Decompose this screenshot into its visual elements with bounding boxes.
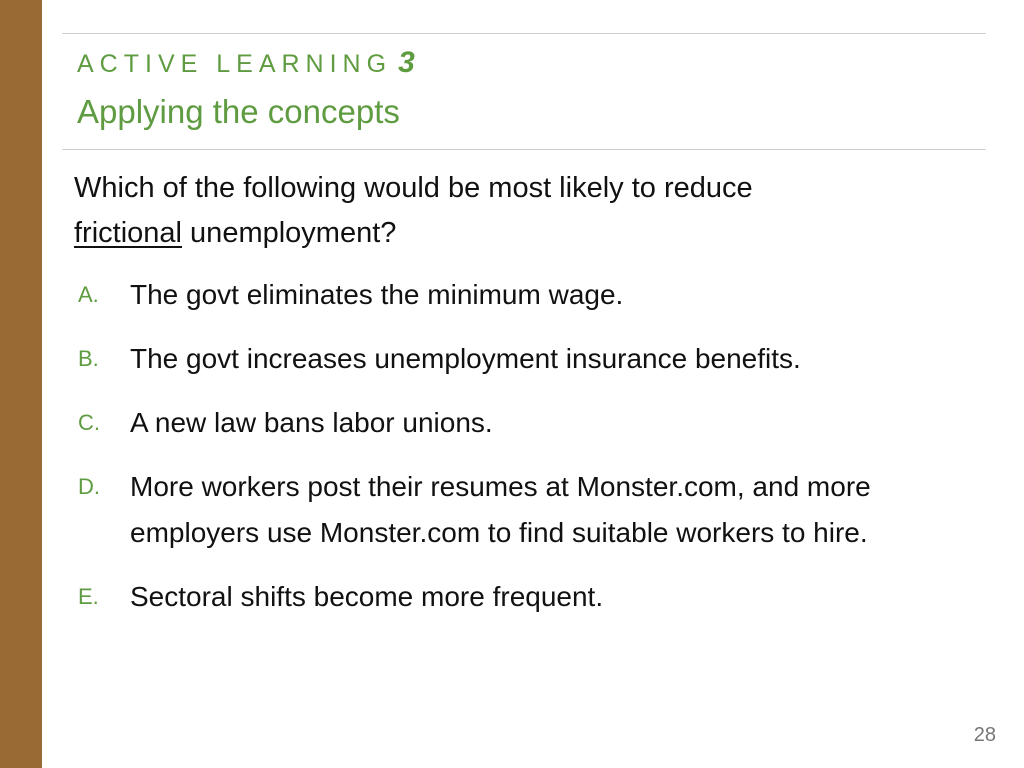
answer-option [78, 400, 978, 446]
answer-options [78, 272, 978, 638]
option-letter: C. [78, 410, 100, 435]
option-text: Sectoral shifts become more frequent. [130, 581, 604, 612]
top-divider [62, 33, 986, 34]
question [74, 166, 974, 256]
question-text-end: unemployment? [182, 217, 397, 249]
option-letter: B. [78, 346, 99, 371]
kicker-number: 3 [398, 46, 415, 79]
question-underlined-term: frictional [74, 217, 182, 249]
option-letter: D. [78, 474, 100, 499]
option-letter: A. [78, 282, 99, 307]
answer-option [78, 574, 978, 620]
answer-option [78, 464, 978, 556]
option-text: A new law bans labor unions. [130, 407, 493, 438]
answer-option [78, 336, 978, 382]
option-letter: E. [78, 584, 99, 609]
option-text: The govt eliminates the minimum wage. [130, 279, 624, 310]
title-divider [62, 149, 986, 150]
question-text-start: Which of the following would be most likely to reduce [74, 172, 753, 204]
slide-title: Applying the concepts [77, 93, 400, 130]
page-number: 28 [973, 724, 996, 746]
section-kicker [77, 44, 415, 83]
option-text: More workers post their resumes at Monster.com, and more employers use Monster.com to find suitable workers to hire. [130, 471, 871, 548]
answer-option [78, 272, 978, 318]
option-text: The govt increases unemployment insurance benefits. [130, 343, 801, 374]
kicker-label: ACTIVE LEARNING [77, 50, 393, 78]
left-accent-bar [0, 0, 42, 768]
